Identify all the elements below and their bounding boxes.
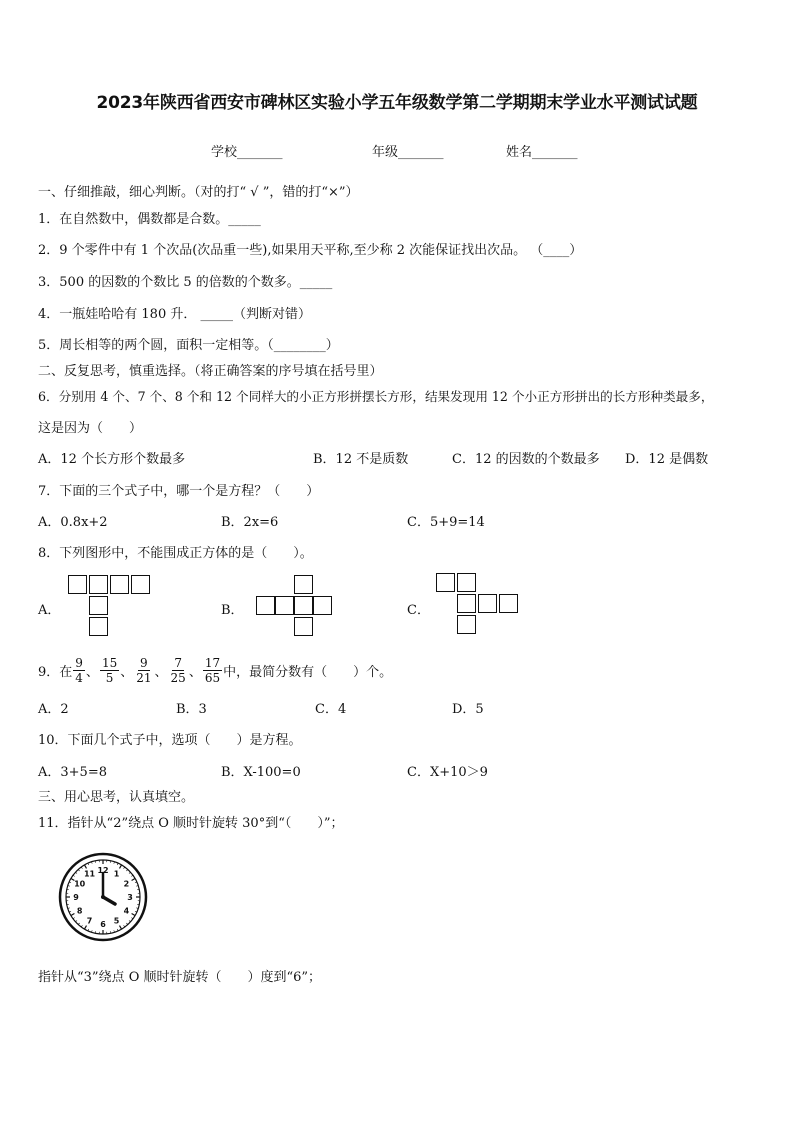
fraction-numerator: 9 bbox=[140, 655, 148, 670]
question-11-line2: 指针从“3”绕点 O 顺时针旋转（ ）度到“6”； bbox=[38, 970, 322, 985]
q9-option-a: A．2 bbox=[38, 702, 69, 717]
clock-number-5: 5 bbox=[113, 916, 120, 926]
q9-option-b: B．3 bbox=[176, 702, 207, 717]
fraction-7-25 bbox=[169, 656, 188, 685]
clock-number-4: 4 bbox=[123, 906, 130, 916]
name-field: 姓名_______ bbox=[506, 145, 578, 160]
question-7: 7．下面的三个式子中，哪一个是方程？（ ） bbox=[38, 484, 320, 499]
fraction-denominator: 5 bbox=[105, 670, 114, 685]
question-6-line2: 这是因为（ ） bbox=[38, 421, 143, 436]
q10-option-b: B．X-100=0 bbox=[221, 765, 301, 780]
fraction-numerator: 15 bbox=[101, 655, 118, 670]
section3-heading: 三、用心思考，认真填空。 bbox=[38, 790, 195, 805]
section1-heading: 一、仔细推敲，细心判断。（对的打“ √ ”，错的打“×”） bbox=[38, 185, 359, 200]
question-2: 2．9 个零件中有 1 个次品(次品重一些),如果用天平称,至少称 2 次能保证找出次品。 （____） bbox=[38, 243, 583, 258]
q10-option-a: A．3+5=8 bbox=[38, 765, 107, 780]
q8-option-b: B． bbox=[221, 603, 244, 618]
q6-option-b: B．12 不是质数 bbox=[313, 452, 409, 467]
q7-option-b: B．2x=6 bbox=[221, 515, 279, 530]
fraction-9-4 bbox=[73, 656, 85, 685]
fraction-denominator: 65 bbox=[204, 670, 221, 685]
q9-suffix: 中，最简分数有（ ）个。 bbox=[223, 664, 393, 680]
fraction-9-21 bbox=[134, 656, 153, 685]
q9-separator: 、 bbox=[154, 664, 168, 680]
q9-option-d: D．5 bbox=[452, 702, 484, 717]
clock-number-11: 11 bbox=[83, 869, 96, 879]
q9-separator: 、 bbox=[85, 664, 99, 680]
fraction-numerator: 9 bbox=[75, 655, 83, 670]
question-5: 5．周长相等的两个圆，面积一定相等。（________） bbox=[38, 338, 339, 353]
q8-option-a: A． bbox=[38, 603, 61, 618]
q9-option-c: C．4 bbox=[315, 702, 347, 717]
school-field: 学校_______ bbox=[211, 145, 283, 160]
q8-option-c: C． bbox=[407, 603, 430, 618]
question-10: 10．下面几个式子中，选项（ ）是方程。 bbox=[38, 733, 302, 748]
clock-number-10: 10 bbox=[74, 879, 86, 889]
clock-figure bbox=[52, 852, 154, 942]
question-4: 4．一瓶娃哈哈有 180 升． _____（判断对错） bbox=[38, 307, 311, 322]
question-6-line1: 6．分别用 4 个、7 个、8 个和 12 个同样大的小正方形拼摆长方形，结果发现用 12 个小正方形拼出的长方形种类最多， bbox=[38, 389, 714, 404]
clock-number-9: 9 bbox=[73, 893, 79, 902]
page-title: 2023年陕西省西安市碑林区实验小学五年级数学第二学期期末学业水平测试试题 bbox=[96, 93, 698, 113]
fraction-denominator: 4 bbox=[75, 670, 83, 685]
question-11: 11．指针从“2”绕点 O 顺时针旋转 30°到“（ ）”； bbox=[38, 816, 344, 831]
clock-number-2: 2 bbox=[123, 879, 130, 889]
q9-separator: 、 bbox=[120, 664, 134, 680]
section2-heading: 二、反复思考，慎重选择。（将正确答案的序号填在括号里） bbox=[38, 364, 383, 379]
clock-number-6: 6 bbox=[100, 920, 106, 929]
question-1: 1．在自然数中，偶数都是合数。_____ bbox=[38, 212, 261, 227]
fraction-numerator: 17 bbox=[204, 655, 221, 670]
q10-option-c: C．X+10＞9 bbox=[407, 765, 488, 780]
q7-option-a: A．0.8x+2 bbox=[38, 515, 108, 530]
fraction-15-5 bbox=[100, 656, 119, 685]
q6-option-d: D．12 是偶数 bbox=[625, 452, 709, 467]
clock-number-7: 7 bbox=[86, 916, 93, 926]
clock-center-o bbox=[101, 895, 105, 899]
q9-prefix: 9．在 bbox=[38, 664, 73, 680]
grade-field: 年级_______ bbox=[372, 145, 444, 160]
q7-option-c: C．5+9=14 bbox=[407, 515, 485, 530]
fraction-17-65 bbox=[203, 656, 222, 685]
q6-option-a: A．12 个长方形个数最多 bbox=[38, 452, 186, 467]
clock-number-3: 3 bbox=[127, 893, 133, 902]
fraction-denominator: 21 bbox=[136, 670, 152, 685]
clock-number-12: 12 bbox=[97, 866, 109, 875]
question-8: 8．下列图形中，不能围成正方体的是（ ）。 bbox=[38, 546, 313, 561]
fraction-numerator: 7 bbox=[174, 655, 182, 670]
q9-separator: 、 bbox=[188, 664, 202, 680]
question-3: 3．500 的因数的个数比 5 的倍数的个数多。_____ bbox=[38, 275, 333, 290]
q6-option-c: C．12 的因数的个数最多 bbox=[452, 452, 600, 467]
question-9 bbox=[38, 650, 392, 690]
clock-number-8: 8 bbox=[76, 906, 83, 916]
clock-number-1: 1 bbox=[113, 869, 120, 879]
fraction-denominator: 25 bbox=[170, 670, 186, 685]
